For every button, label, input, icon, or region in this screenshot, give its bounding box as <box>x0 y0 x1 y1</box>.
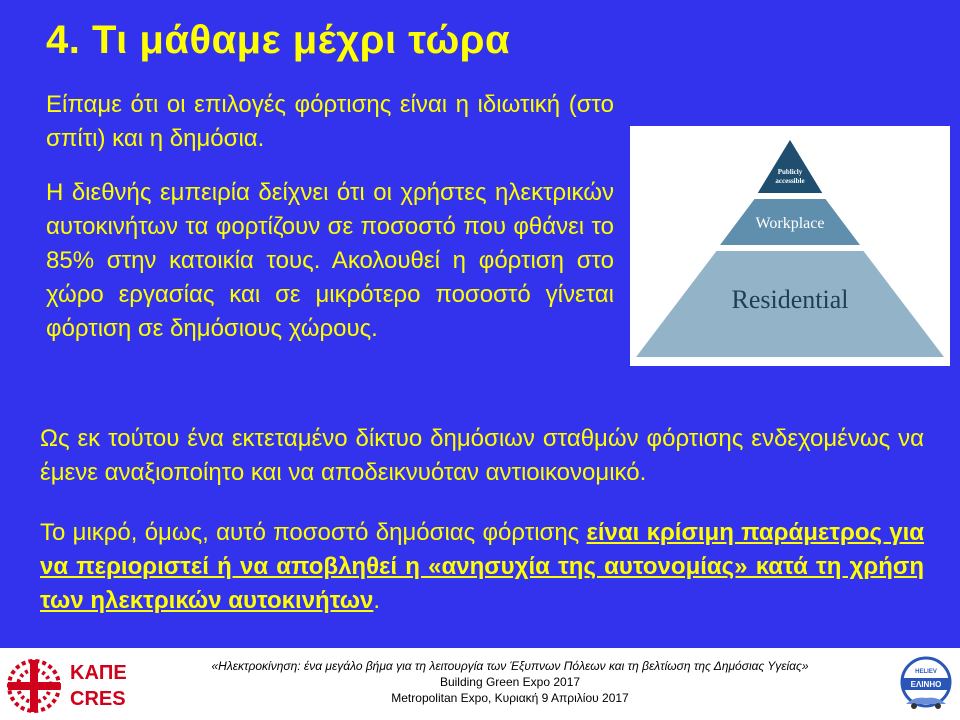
charging-pyramid-figure <box>630 126 950 366</box>
footer-quote: «Ηλεκτροκίνηση: ένα μεγάλο βήμα για τη λειτουργία των Έξυπνων Πόλεων και τη βελτίωση της Δημόσιας Υγείας» <box>211 659 809 673</box>
kape-logo-line1: ΚΑΠΕ <box>70 662 127 684</box>
heliev-logo-icon <box>896 656 956 714</box>
footer-venue: Metropolitan Expo, Κυριακή 9 Απριλίου 2017 <box>391 691 629 705</box>
footer-caption <box>140 658 880 706</box>
paragraph4-highlight: είναι κρίσιμη παράμετρος για να περιοριστεί ή να αποβληθεί η «ανησυχία της αυτονομίας» κατά τη χρήση των ηλεκτρικών αυτοκινήτων <box>40 519 924 614</box>
heliev-logo-top-text: HELIEV <box>915 669 937 675</box>
slide-footer <box>0 648 960 720</box>
kape-logo-text <box>70 660 127 712</box>
pyramid-top-label-1: Publicly <box>777 168 803 176</box>
paragraph-charging-options: Είπαμε ότι οι επιλογές φόρτισης είναι η ιδιωτική (στο σπίτι) και η δημόσια. <box>46 91 614 152</box>
kape-logo-line2: CRES <box>70 688 126 710</box>
pyramid-top-label-2: accessible <box>775 177 805 185</box>
kape-logo-icon <box>6 658 62 714</box>
heliev-logo-name: ΕΛΙΝΗΟ <box>910 680 942 689</box>
paragraph-critical-parameter <box>40 516 924 618</box>
paragraph-network-conclusion: Ως εκ τούτου ένα εκτεταμένο δίκτυο δημόσιων σταθμών φόρτισης ενδεχομένως να έμενε αναξιοποίητο και να αποδεικνυόταν αντιοικονομικό. <box>40 425 924 486</box>
paragraph4-end: . <box>373 587 381 614</box>
pyramid-diagram <box>630 126 950 366</box>
pyramid-middle-label: Workplace <box>755 215 825 232</box>
footer-event: Building Green Expo 2017 <box>439 675 581 689</box>
pyramid-bottom-label: Residential <box>731 285 849 314</box>
paragraph4-text: Το μικρό, όμως, αυτό ποσοστό δημόσιας φόρτισης <box>40 519 587 546</box>
slide-title: 4. Τι μάθαμε μέχρι τώρα <box>46 18 511 62</box>
paragraph-international-experience: Η διεθνής εμπειρία δείχνει ότι οι χρήστες ηλεκτρικών αυτοκινήτων τα φορτίζουν σε ποσοστό που φθάνει το 85% στην κατοικία τους. Ακολουθεί η φόρτιση στο χώρο εργασίας και σε μικρότερο ποσοστό γίνεται φόρτιση σε δημόσιους χώρους. <box>46 179 614 342</box>
pyramid-top-tier <box>756 138 824 194</box>
